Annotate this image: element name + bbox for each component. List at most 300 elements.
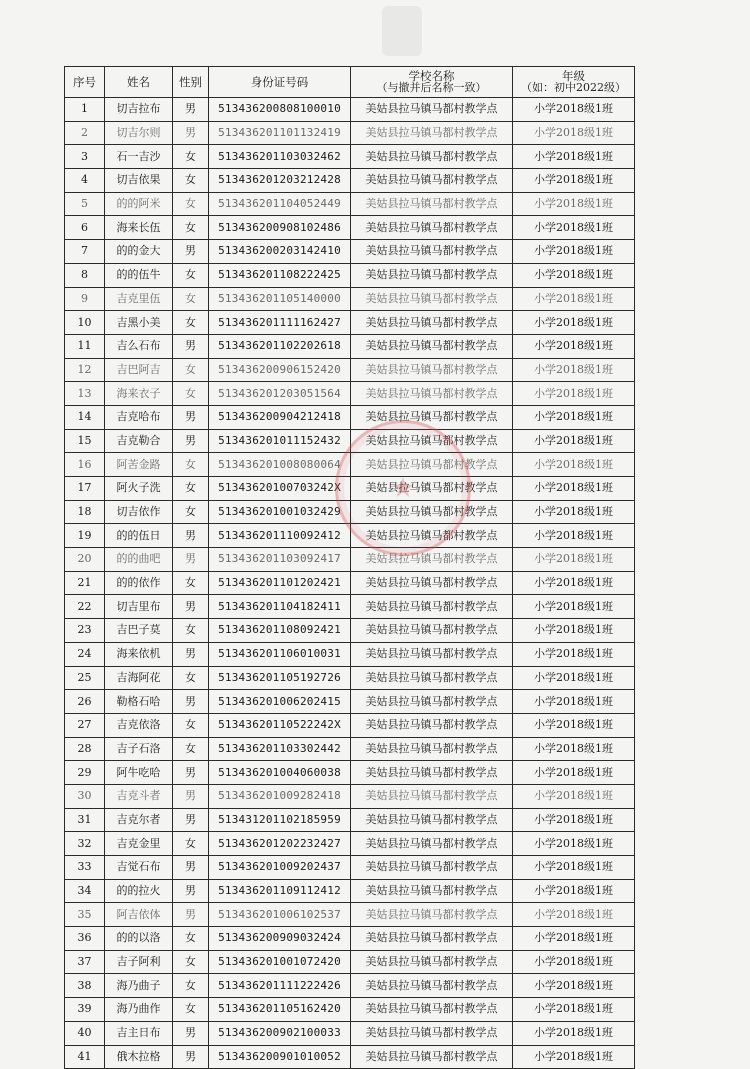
grade-cell: 小学2018级1班: [513, 382, 635, 406]
sex-cell: 男: [173, 334, 209, 358]
row-number-cell: 32: [65, 832, 105, 856]
id-number-cell: 513436201011152432: [209, 429, 351, 453]
id-number-cell: 513436201006202415: [209, 690, 351, 714]
table-row: [65, 927, 635, 951]
student-name-cell: 切吉依作: [105, 500, 173, 524]
table-row: [65, 950, 635, 974]
row-number-cell: 17: [65, 477, 105, 501]
school-name-cell: 美姑县拉马镇马都村教学点: [351, 998, 513, 1022]
student-name-cell: 的的拉火: [105, 879, 173, 903]
student-name-cell: 吉子阿利: [105, 950, 173, 974]
row-number-cell: 19: [65, 524, 105, 548]
id-number-cell: 513436200902100033: [209, 1021, 351, 1045]
school-name-cell: 美姑县拉马镇马都村教学点: [351, 240, 513, 264]
school-name-cell: 美姑县拉马镇马都村教学点: [351, 500, 513, 524]
grade-cell: 小学2018级1班: [513, 524, 635, 548]
student-name-cell: 吉么石布: [105, 334, 173, 358]
school-name-cell: 美姑县拉马镇马都村教学点: [351, 548, 513, 572]
row-number-cell: 38: [65, 974, 105, 998]
school-name-cell: 美姑县拉马镇马都村教学点: [351, 784, 513, 808]
student-name-cell: 吉克尔者: [105, 808, 173, 832]
table-row: [65, 1021, 635, 1045]
grade-cell: 小学2018级1班: [513, 713, 635, 737]
student-name-cell: 的的金大: [105, 240, 173, 264]
row-number-cell: 41: [65, 1045, 105, 1069]
row-number-cell: 27: [65, 713, 105, 737]
id-number-cell: 513436201001032429: [209, 500, 351, 524]
sex-cell: 男: [173, 879, 209, 903]
id-number-cell: 513436201111222426: [209, 974, 351, 998]
sex-cell: 男: [173, 690, 209, 714]
id-number-cell: 513436201105140000: [209, 287, 351, 311]
student-name-cell: 吉克斗者: [105, 784, 173, 808]
id-number-cell: 513436201111162427: [209, 311, 351, 335]
grade-cell: 小学2018级1班: [513, 263, 635, 287]
grade-cell: 小学2018级1班: [513, 903, 635, 927]
student-name-cell: 石一吉沙: [105, 145, 173, 169]
id-number-cell: 513436200908102486: [209, 216, 351, 240]
table-row: [65, 192, 635, 216]
sex-cell: 女: [173, 713, 209, 737]
sex-cell: 男: [173, 98, 209, 122]
roster-body: [65, 98, 635, 1069]
grade-cell: 小学2018级1班: [513, 761, 635, 785]
table-row: [65, 784, 635, 808]
student-name-cell: 海乃曲子: [105, 974, 173, 998]
table-row: [65, 974, 635, 998]
school-name-cell: 美姑县拉马镇马都村教学点: [351, 974, 513, 998]
id-number-cell: 513436200808100010: [209, 98, 351, 122]
sex-cell: 男: [173, 808, 209, 832]
row-number-cell: 34: [65, 879, 105, 903]
row-number-cell: 33: [65, 856, 105, 880]
sex-cell: 男: [173, 903, 209, 927]
table-row: [65, 808, 635, 832]
grade-cell: 小学2018级1班: [513, 98, 635, 122]
school-name-cell: 美姑县拉马镇马都村教学点: [351, 429, 513, 453]
grade-cell: 小学2018级1班: [513, 1021, 635, 1045]
grade-cell: 小学2018级1班: [513, 856, 635, 880]
row-number-cell: 18: [65, 500, 105, 524]
sex-cell: 女: [173, 927, 209, 951]
school-name-cell: 美姑县拉马镇马都村教学点: [351, 595, 513, 619]
school-name-cell: 美姑县拉马镇马都村教学点: [351, 311, 513, 335]
student-name-cell: 勒格石哈: [105, 690, 173, 714]
grade-cell: 小学2018级1班: [513, 737, 635, 761]
table-row: [65, 405, 635, 429]
grade-cell: 小学2018级1班: [513, 192, 635, 216]
school-name-cell: 美姑县拉马镇马都村教学点: [351, 903, 513, 927]
row-number-cell: 39: [65, 998, 105, 1022]
grade-cell: 小学2018级1班: [513, 311, 635, 335]
sex-cell: 女: [173, 145, 209, 169]
table-row: [65, 666, 635, 690]
id-number-cell: 513436201105162420: [209, 998, 351, 1022]
header-grade-title: 年级: [562, 69, 585, 83]
table-row: [65, 761, 635, 785]
id-number-cell: 513436201009282418: [209, 784, 351, 808]
school-name-cell: 美姑县拉马镇马都村教学点: [351, 334, 513, 358]
school-name-cell: 美姑县拉马镇马都村教学点: [351, 263, 513, 287]
id-number-cell: 513436201108222425: [209, 263, 351, 287]
school-name-cell: 美姑县拉马镇马都村教学点: [351, 121, 513, 145]
school-name-cell: 美姑县拉马镇马都村教学点: [351, 713, 513, 737]
student-roster-table: [64, 66, 635, 1069]
student-name-cell: 阿牛吃哈: [105, 761, 173, 785]
table-row: [65, 453, 635, 477]
student-name-cell: 阿吉依体: [105, 903, 173, 927]
school-name-cell: 美姑县拉马镇马都村教学点: [351, 405, 513, 429]
row-number-cell: 3: [65, 145, 105, 169]
id-number-cell: 513436200909032424: [209, 927, 351, 951]
table-row: [65, 216, 635, 240]
table-row: [65, 998, 635, 1022]
school-name-cell: 美姑县拉马镇马都村教学点: [351, 927, 513, 951]
id-number-cell: 513436200203142410: [209, 240, 351, 264]
grade-cell: 小学2018级1班: [513, 879, 635, 903]
table-row: [65, 98, 635, 122]
header-name: 姓名: [105, 67, 173, 98]
id-number-cell: 513436201104182411: [209, 595, 351, 619]
id-number-cell: 51343620100703242X: [209, 477, 351, 501]
grade-cell: 小学2018级1班: [513, 642, 635, 666]
id-number-cell: 513436201004060038: [209, 761, 351, 785]
school-name-cell: 美姑县拉马镇马都村教学点: [351, 145, 513, 169]
id-number-cell: 513436201101132419: [209, 121, 351, 145]
id-number-cell: 513436201203212428: [209, 169, 351, 193]
row-number-cell: 24: [65, 642, 105, 666]
id-number-cell: 513436201109112412: [209, 879, 351, 903]
student-name-cell: 的的曲吧: [105, 548, 173, 572]
school-name-cell: 美姑县拉马镇马都村教学点: [351, 856, 513, 880]
student-name-cell: 吉觉石布: [105, 856, 173, 880]
grade-cell: 小学2018级1班: [513, 334, 635, 358]
header-school: [351, 67, 513, 98]
school-name-cell: 美姑县拉马镇马都村教学点: [351, 690, 513, 714]
sex-cell: 女: [173, 950, 209, 974]
school-name-cell: 美姑县拉马镇马都村教学点: [351, 642, 513, 666]
sex-cell: 女: [173, 453, 209, 477]
school-name-cell: 美姑县拉马镇马都村教学点: [351, 1021, 513, 1045]
school-name-cell: 美姑县拉马镇马都村教学点: [351, 358, 513, 382]
grade-cell: 小学2018级1班: [513, 500, 635, 524]
row-number-cell: 22: [65, 595, 105, 619]
sex-cell: 男: [173, 405, 209, 429]
row-number-cell: 40: [65, 1021, 105, 1045]
table-row: [65, 477, 635, 501]
row-number-cell: 5: [65, 192, 105, 216]
school-name-cell: 美姑县拉马镇马都村教学点: [351, 1045, 513, 1069]
scan-smudge: [382, 6, 422, 56]
student-name-cell: 吉克金里: [105, 832, 173, 856]
student-name-cell: 吉克里伍: [105, 287, 173, 311]
grade-cell: 小学2018级1班: [513, 169, 635, 193]
student-name-cell: 阿苦金路: [105, 453, 173, 477]
sex-cell: 男: [173, 240, 209, 264]
table-row: [65, 524, 635, 548]
row-number-cell: 35: [65, 903, 105, 927]
table-row: [65, 121, 635, 145]
student-name-cell: 切吉尔则: [105, 121, 173, 145]
sex-cell: 男: [173, 595, 209, 619]
grade-cell: 小学2018级1班: [513, 121, 635, 145]
row-number-cell: 4: [65, 169, 105, 193]
grade-cell: 小学2018级1班: [513, 974, 635, 998]
sex-cell: 男: [173, 1045, 209, 1069]
id-number-cell: 513436201105192726: [209, 666, 351, 690]
sex-cell: 男: [173, 784, 209, 808]
row-number-cell: 14: [65, 405, 105, 429]
row-number-cell: 2: [65, 121, 105, 145]
student-name-cell: 切吉依果: [105, 169, 173, 193]
school-name-cell: 美姑县拉马镇马都村教学点: [351, 761, 513, 785]
sex-cell: 男: [173, 548, 209, 572]
row-number-cell: 21: [65, 571, 105, 595]
student-name-cell: 的的伍牛: [105, 263, 173, 287]
student-name-cell: 吉巴阿吉: [105, 358, 173, 382]
school-name-cell: 美姑县拉马镇马都村教学点: [351, 382, 513, 406]
sex-cell: 女: [173, 263, 209, 287]
table-row: [65, 1045, 635, 1069]
row-number-cell: 25: [65, 666, 105, 690]
row-number-cell: 10: [65, 311, 105, 335]
student-name-cell: 海来依机: [105, 642, 173, 666]
grade-cell: 小学2018级1班: [513, 548, 635, 572]
grade-cell: 小学2018级1班: [513, 216, 635, 240]
table-row: [65, 311, 635, 335]
student-name-cell: 海乃曲作: [105, 998, 173, 1022]
sex-cell: 女: [173, 619, 209, 643]
grade-cell: 小学2018级1班: [513, 950, 635, 974]
sex-cell: 女: [173, 382, 209, 406]
sex-cell: 女: [173, 169, 209, 193]
grade-cell: 小学2018级1班: [513, 240, 635, 264]
school-name-cell: 美姑县拉马镇马都村教学点: [351, 524, 513, 548]
id-number-cell: 513436201110092412: [209, 524, 351, 548]
student-name-cell: 海来长伍: [105, 216, 173, 240]
table-row: [65, 548, 635, 572]
student-name-cell: 的的阿米: [105, 192, 173, 216]
student-name-cell: 的的以洛: [105, 927, 173, 951]
grade-cell: 小学2018级1班: [513, 429, 635, 453]
grade-cell: 小学2018级1班: [513, 595, 635, 619]
id-number-cell: 513436201202232427: [209, 832, 351, 856]
id-number-cell: 513436200901010052: [209, 1045, 351, 1069]
sex-cell: 女: [173, 832, 209, 856]
id-number-cell: 513436201001072420: [209, 950, 351, 974]
school-name-cell: 美姑县拉马镇马都村教学点: [351, 453, 513, 477]
school-name-cell: 美姑县拉马镇马都村教学点: [351, 737, 513, 761]
row-number-cell: 9: [65, 287, 105, 311]
table-row: [65, 832, 635, 856]
id-number-cell: 51343620110522242X: [209, 713, 351, 737]
school-name-cell: 美姑县拉马镇马都村教学点: [351, 571, 513, 595]
table-row: [65, 169, 635, 193]
row-number-cell: 29: [65, 761, 105, 785]
grade-cell: 小学2018级1班: [513, 619, 635, 643]
student-name-cell: 吉克勒合: [105, 429, 173, 453]
id-number-cell: 513436201203051564: [209, 382, 351, 406]
grade-cell: 小学2018级1班: [513, 571, 635, 595]
sex-cell: 女: [173, 998, 209, 1022]
id-number-cell: 513436201102202618: [209, 334, 351, 358]
student-name-cell: 切吉拉布: [105, 98, 173, 122]
header-id: 身份证号码: [209, 67, 351, 98]
table-row: [65, 713, 635, 737]
table-row: [65, 382, 635, 406]
grade-cell: 小学2018级1班: [513, 832, 635, 856]
sex-cell: 男: [173, 1021, 209, 1045]
header-school-title: 学校名称: [408, 69, 455, 83]
sex-cell: 男: [173, 524, 209, 548]
sex-cell: 男: [173, 429, 209, 453]
table-row: [65, 240, 635, 264]
sex-cell: 男: [173, 642, 209, 666]
header-grade-note: （如：初中2022级）: [521, 81, 626, 94]
sex-cell: 女: [173, 477, 209, 501]
student-name-cell: 的的依作: [105, 571, 173, 595]
grade-cell: 小学2018级1班: [513, 690, 635, 714]
id-number-cell: 513436200904212418: [209, 405, 351, 429]
table-row: [65, 263, 635, 287]
table-row: [65, 690, 635, 714]
row-number-cell: 6: [65, 216, 105, 240]
row-number-cell: 30: [65, 784, 105, 808]
id-number-cell: 513436201101202421: [209, 571, 351, 595]
id-number-cell: 513436200906152420: [209, 358, 351, 382]
row-number-cell: 26: [65, 690, 105, 714]
school-name-cell: 美姑县拉马镇马都村教学点: [351, 879, 513, 903]
id-number-cell: 513436201108092421: [209, 619, 351, 643]
row-number-cell: 12: [65, 358, 105, 382]
school-name-cell: 美姑县拉马镇马都村教学点: [351, 169, 513, 193]
sex-cell: 女: [173, 192, 209, 216]
student-name-cell: 吉主日布: [105, 1021, 173, 1045]
student-name-cell: 吉克依洛: [105, 713, 173, 737]
row-number-cell: 15: [65, 429, 105, 453]
sex-cell: 男: [173, 856, 209, 880]
row-number-cell: 23: [65, 619, 105, 643]
table-row: [65, 737, 635, 761]
row-number-cell: 28: [65, 737, 105, 761]
school-name-cell: 美姑县拉马镇马都村教学点: [351, 477, 513, 501]
student-name-cell: 阿火子洗: [105, 477, 173, 501]
table-row: [65, 619, 635, 643]
student-name-cell: 吉巴子莫: [105, 619, 173, 643]
school-name-cell: 美姑县拉马镇马都村教学点: [351, 98, 513, 122]
student-name-cell: 吉海阿花: [105, 666, 173, 690]
student-name-cell: 吉克哈布: [105, 405, 173, 429]
header-school-note: （与撤并后名称一致）: [376, 81, 487, 94]
school-name-cell: 美姑县拉马镇马都村教学点: [351, 950, 513, 974]
table-row: [65, 642, 635, 666]
id-number-cell: 513436201104052449: [209, 192, 351, 216]
grade-cell: 小学2018级1班: [513, 927, 635, 951]
school-name-cell: 美姑县拉马镇马都村教学点: [351, 216, 513, 240]
id-number-cell: 513436201008080064: [209, 453, 351, 477]
school-name-cell: 美姑县拉马镇马都村教学点: [351, 192, 513, 216]
table-row: [65, 145, 635, 169]
table-row: [65, 358, 635, 382]
sex-cell: 女: [173, 311, 209, 335]
id-number-cell: 513436201103092417: [209, 548, 351, 572]
table-row: [65, 571, 635, 595]
table-row: [65, 856, 635, 880]
id-number-cell: 513431201102185959: [209, 808, 351, 832]
table-row: [65, 595, 635, 619]
student-name-cell: 俄木拉格: [105, 1045, 173, 1069]
sex-cell: 女: [173, 216, 209, 240]
school-name-cell: 美姑县拉马镇马都村教学点: [351, 666, 513, 690]
id-number-cell: 513436201103302442: [209, 737, 351, 761]
sex-cell: 男: [173, 121, 209, 145]
sex-cell: 女: [173, 666, 209, 690]
student-name-cell: 吉子石洛: [105, 737, 173, 761]
table-row: [65, 334, 635, 358]
table-row: [65, 903, 635, 927]
sex-cell: 女: [173, 287, 209, 311]
header-no: 序号: [65, 67, 105, 98]
row-number-cell: 20: [65, 548, 105, 572]
grade-cell: 小学2018级1班: [513, 145, 635, 169]
school-name-cell: 美姑县拉马镇马都村教学点: [351, 287, 513, 311]
table-row: [65, 500, 635, 524]
header-grade: [513, 67, 635, 98]
school-name-cell: 美姑县拉马镇马都村教学点: [351, 808, 513, 832]
grade-cell: 小学2018级1班: [513, 405, 635, 429]
sex-cell: 男: [173, 761, 209, 785]
id-number-cell: 513436201103032462: [209, 145, 351, 169]
school-name-cell: 美姑县拉马镇马都村教学点: [351, 619, 513, 643]
grade-cell: 小学2018级1班: [513, 666, 635, 690]
table-row: [65, 287, 635, 311]
id-number-cell: 513436201106010031: [209, 642, 351, 666]
grade-cell: 小学2018级1班: [513, 358, 635, 382]
student-name-cell: 的的伍日: [105, 524, 173, 548]
row-number-cell: 1: [65, 98, 105, 122]
grade-cell: 小学2018级1班: [513, 477, 635, 501]
grade-cell: 小学2018级1班: [513, 453, 635, 477]
row-number-cell: 36: [65, 927, 105, 951]
grade-cell: 小学2018级1班: [513, 808, 635, 832]
table-row: [65, 879, 635, 903]
student-name-cell: 切吉里布: [105, 595, 173, 619]
student-name-cell: 海来衣子: [105, 382, 173, 406]
row-number-cell: 11: [65, 334, 105, 358]
sex-cell: 女: [173, 358, 209, 382]
grade-cell: 小学2018级1班: [513, 784, 635, 808]
grade-cell: 小学2018级1班: [513, 1045, 635, 1069]
row-number-cell: 16: [65, 453, 105, 477]
student-name-cell: 吉黑小美: [105, 311, 173, 335]
table-row: [65, 429, 635, 453]
id-number-cell: 513436201006102537: [209, 903, 351, 927]
id-number-cell: 513436201009202437: [209, 856, 351, 880]
school-name-cell: 美姑县拉马镇马都村教学点: [351, 832, 513, 856]
row-number-cell: 37: [65, 950, 105, 974]
sex-cell: 女: [173, 974, 209, 998]
header-row: [65, 67, 635, 98]
row-number-cell: 8: [65, 263, 105, 287]
sex-cell: 女: [173, 571, 209, 595]
row-number-cell: 31: [65, 808, 105, 832]
header-sex: 性别: [173, 67, 209, 98]
grade-cell: 小学2018级1班: [513, 998, 635, 1022]
row-number-cell: 7: [65, 240, 105, 264]
sex-cell: 女: [173, 500, 209, 524]
grade-cell: 小学2018级1班: [513, 287, 635, 311]
row-number-cell: 13: [65, 382, 105, 406]
